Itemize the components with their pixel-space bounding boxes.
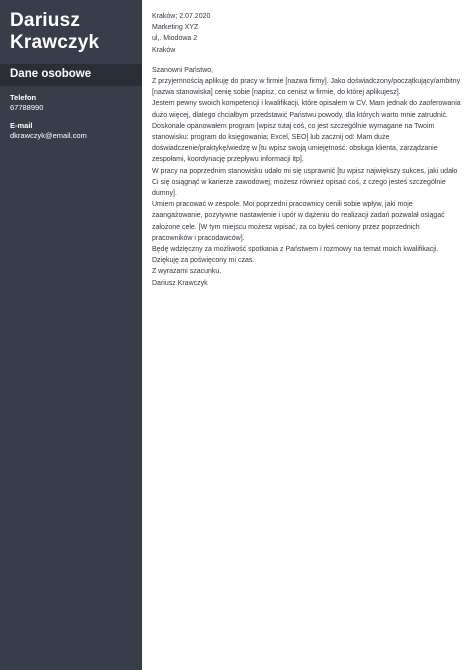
letter-paragraph: Dziękuję za poświęcony mi czas. — [152, 257, 255, 265]
letter-date: Kraków; 2.07.2020 — [152, 13, 211, 20]
applicant-name — [0, 0, 142, 64]
letter-greeting: Szanowni Państwo, — [152, 66, 214, 74]
signature-name: Dariusz Krawczyk — [152, 279, 208, 287]
contact-info — [0, 86, 142, 141]
applicant-last-name: Krawczyk — [10, 32, 100, 53]
letter-closing — [152, 266, 462, 288]
applicant-first-name: Dariusz — [10, 10, 81, 31]
phone-value: 67788990 — [10, 103, 44, 112]
letter-paragraph: Doskonale opanowałem program [wpisz tutaj coś, co jest szczególnie wymagane na Twoim stanowisku: program do księgowania; Excel, SEO] lub zacznij od: Mam duże doświadczenie/praktykę/wiedzę w [tu wpisz swoją umiejętność: obsługa klienta, zarządzanie zespołami, koordynację przepływu informacji itp]. — [152, 122, 438, 164]
personal-data-header: Dane osobowe — [0, 64, 142, 86]
address-line: Kraków — [152, 46, 176, 54]
phone-label: Telefon — [10, 93, 37, 102]
email-value: dkrawczyk@email.com — [10, 131, 87, 140]
letter-paragraph: Umiem pracować w zespole. Moi poprzedni pracownicy cenili sobie wpływ, jaki moje zaangażowanie, pozytywne nastawienie i upór w dążeniu do realizacji zadań pozwalał osiągać założone cele. [W tym miejscu możesz wpisać, za co byłeś ceniony przez poprzednich pracowników i pracodawców]. — [152, 201, 445, 242]
letter-paragraph: Będę wdzięczny za możliwość spotkania z Państwem i rozmowy na temat moich kwalifikacji. — [152, 246, 439, 254]
email-label: E-mail — [10, 121, 33, 130]
closing-phrase: Z wyrazami szacunku, — [152, 268, 222, 276]
letter-paragraph: Z przyjemnością aplikuję do pracy w firmie [nazwa firmy]. Jako doświadczony/początkujący/ambitny [nazwa stanowiska] cenię sobie [napisz, co cenisz w firmie, do której aplikujesz]. — [152, 78, 461, 97]
sidebar — [0, 0, 142, 670]
letter-paragraph: Jestem pewny swoich kompetencji i kwalifikacji, które opisałem w CV. Mam jednak do zaoferowania dużo więcej, dlatego chciałbym przedstawić Państwu powody, dla których warto mnie zatrudnić. — [152, 100, 461, 119]
recipient-address — [152, 22, 462, 56]
letter-paragraph: W pracy na poprzednim stanowisku udało mi się usprawnić [tu wpisz największy sukces, jaki udało Ci się osiągnąć w karierze zawodowej; możesz również opisać coś, z czego jesteś szczególnie dumny]. — [152, 167, 458, 198]
letter-body — [142, 0, 474, 670]
address-line: ul,. Miodowa 2 — [152, 35, 198, 43]
address-line: Marketing XYZ — [152, 24, 199, 32]
